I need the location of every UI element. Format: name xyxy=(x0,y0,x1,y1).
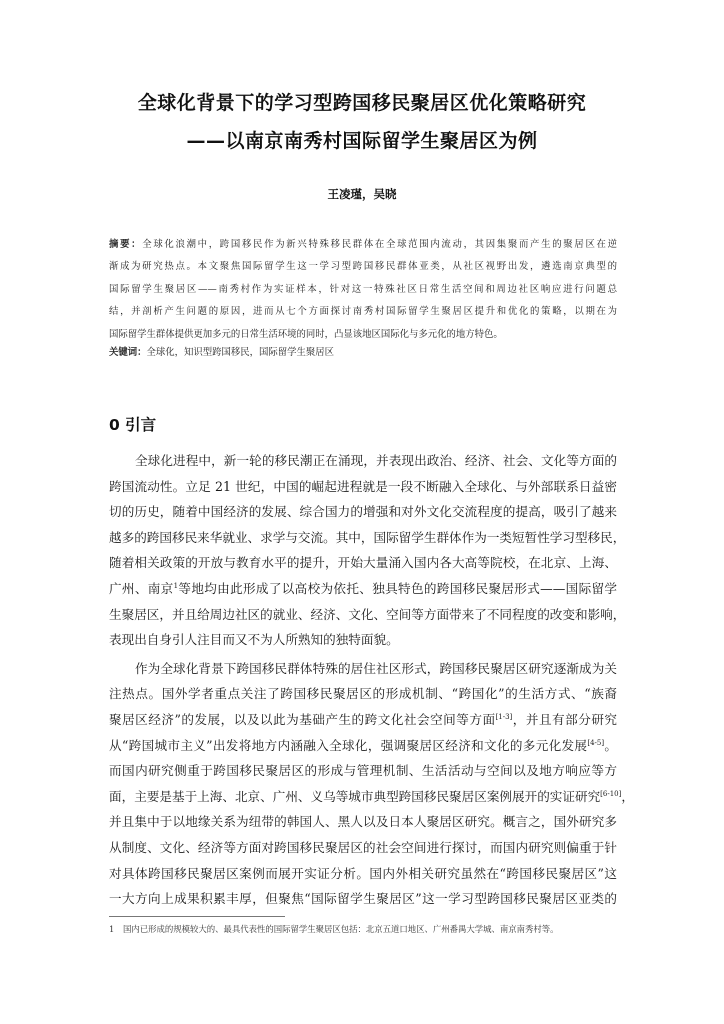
body-line: 生聚居区，并且给周边社区的就业、经济、文化、空间等方面带来了不同程度的改变和影响， xyxy=(109,606,626,622)
body-line: 而国内研究侧重于跨国移民聚居区的形成与管理机制、生活活动与空间以及地方响应等方 xyxy=(109,763,617,779)
body-segment: 聚居区经济”的发展，以及以此为基础产生的跨文化社会空间等方面 xyxy=(109,711,496,727)
citation: [4-5] xyxy=(587,738,605,747)
body-line: 切的历史，随着中国经济的发展、综合国力的增强和对外文化交流程度的提高，吸引了越来 xyxy=(109,504,617,520)
body-line: 随着相关政策的开放与教育水平的提升，开始大量涌入国内各大高等院校，在北京、上海、 xyxy=(109,555,617,571)
authors: 王凌瑾，吴晓 xyxy=(327,187,397,201)
body-line: 越多的跨国移民来华就业、求学与交流。其中，国际留学生群体作为一类短暂性学习型移民， xyxy=(109,529,626,545)
body-segment: 等地均由此形成了以高校为依托、独具特色的跨国移民聚居形式——国际留学 xyxy=(178,580,618,596)
keywords xyxy=(109,344,334,358)
body-line xyxy=(109,576,617,602)
footnote xyxy=(109,923,559,935)
body-line xyxy=(109,707,617,733)
body-line: 并且集中于以地缘关系为纽带的韩国人、黑人以及日本人聚居区研究。概言之，国外研究多 xyxy=(109,814,617,830)
body-line: 作为全球化背景下跨国移民群体特殊的居住社区形式，跨国移民聚居区研究逐渐成为关 xyxy=(135,660,617,676)
paper-title: 全球化背景下的学习型跨国移民聚居区优化策略研究 xyxy=(137,92,587,114)
footnote-number: 1 xyxy=(109,924,115,934)
footnote-ref: 1 xyxy=(173,581,179,590)
body-line: 对具体跨国移民聚居区案例而展开实证分析。国内外相关研究虽然在“跨国移民聚居区”这 xyxy=(109,865,617,881)
body-line xyxy=(109,733,617,759)
abstract-line: 渐成为研究热点。本文聚焦国际留学生这一学习型跨国移民群体亚类，从社区视野出发，遴选南京典型的 xyxy=(109,261,617,273)
body-line xyxy=(109,784,634,810)
body-text xyxy=(109,448,634,912)
body-segment: 面，主要是基于上海、北京、广州、义乌等城市典型跨国移民聚居区案例展开的实证研究 xyxy=(109,788,601,804)
abstract-line xyxy=(109,234,617,256)
body-line: 从制度、文化、经济等方面对跨国移民聚居区的社会空间进行探讨，而国内研究则偏重于针 xyxy=(109,839,617,855)
body-segment: 广州、南京 xyxy=(109,580,174,596)
keywords-label: 关键词： xyxy=(109,347,147,358)
citation: [1-3] xyxy=(495,712,513,721)
footnote-divider xyxy=(109,916,285,917)
abstract-line: 国际留学生聚居区——南秀村作为实证样本，针对这一特殊社区日常生活空间和周边社区响应进行问题总 xyxy=(109,283,617,295)
abstract-line: 结，并剖析产生问题的原因，进而从七个方面探讨南秀村国际留学生聚居区提升和优化的策略，以期在为 xyxy=(109,306,617,318)
keywords-text: 全球化，知识型跨国移民，国际留学生聚居区 xyxy=(146,347,335,358)
body-line: 跨国流动性。立足 21 世纪，中国的崛起进程就是一段不断融入全球化、与外部联系日益密 xyxy=(109,478,617,494)
footnote-text: 国内已形成的规模较大的、最具代表性的国际留学生聚居区包括：北京五道口地区、广州番禺大学城、南京南秀村等。 xyxy=(123,924,559,934)
body-segment: 从“跨国城市主义”出发将地方内涵融入全球化，强调聚居区经济和文化的多元化发展 xyxy=(109,737,588,753)
body-line: 表现出自身引人注目而又不为人所熟知的独特面貌。 xyxy=(109,632,399,648)
body-line: 一大方向上成果积累丰厚，但聚焦“国际留学生聚居区”这一学习型跨国移民聚居区亚类的 xyxy=(109,891,617,907)
body-segment: ，并且有部分研究 xyxy=(512,711,617,727)
abstract-text: 全球化浪潮中，跨国移民作为新兴特殊移民群体在全球范围内流动，其因集聚而产生的聚居区在逆 xyxy=(142,239,617,250)
body-line: 全球化进程中，新一轮的移民潮正在涌现，并表现出政治、经济、社会、文化等方面的 xyxy=(135,453,617,468)
paper-subtitle: ——以南京南秀村国际留学生聚居区为例 xyxy=(186,130,538,152)
body-segment: 。 xyxy=(604,737,617,753)
section-heading: 0 引言 xyxy=(109,416,157,434)
body-line: 注热点。国外学者重点关注了跨国移民聚居区的形成机制、“跨国化”的生活方式、“族裔 xyxy=(109,686,617,702)
abstract-label: 摘要： xyxy=(109,239,143,250)
abstract-line: 国际留学生群体提供更加多元的日常生活环境的同时，凸显该地区国际化与多元化的地方特色。 xyxy=(109,328,503,340)
citation: [6-10] xyxy=(600,789,622,798)
abstract xyxy=(109,234,617,346)
body-segment: ， xyxy=(621,788,634,804)
